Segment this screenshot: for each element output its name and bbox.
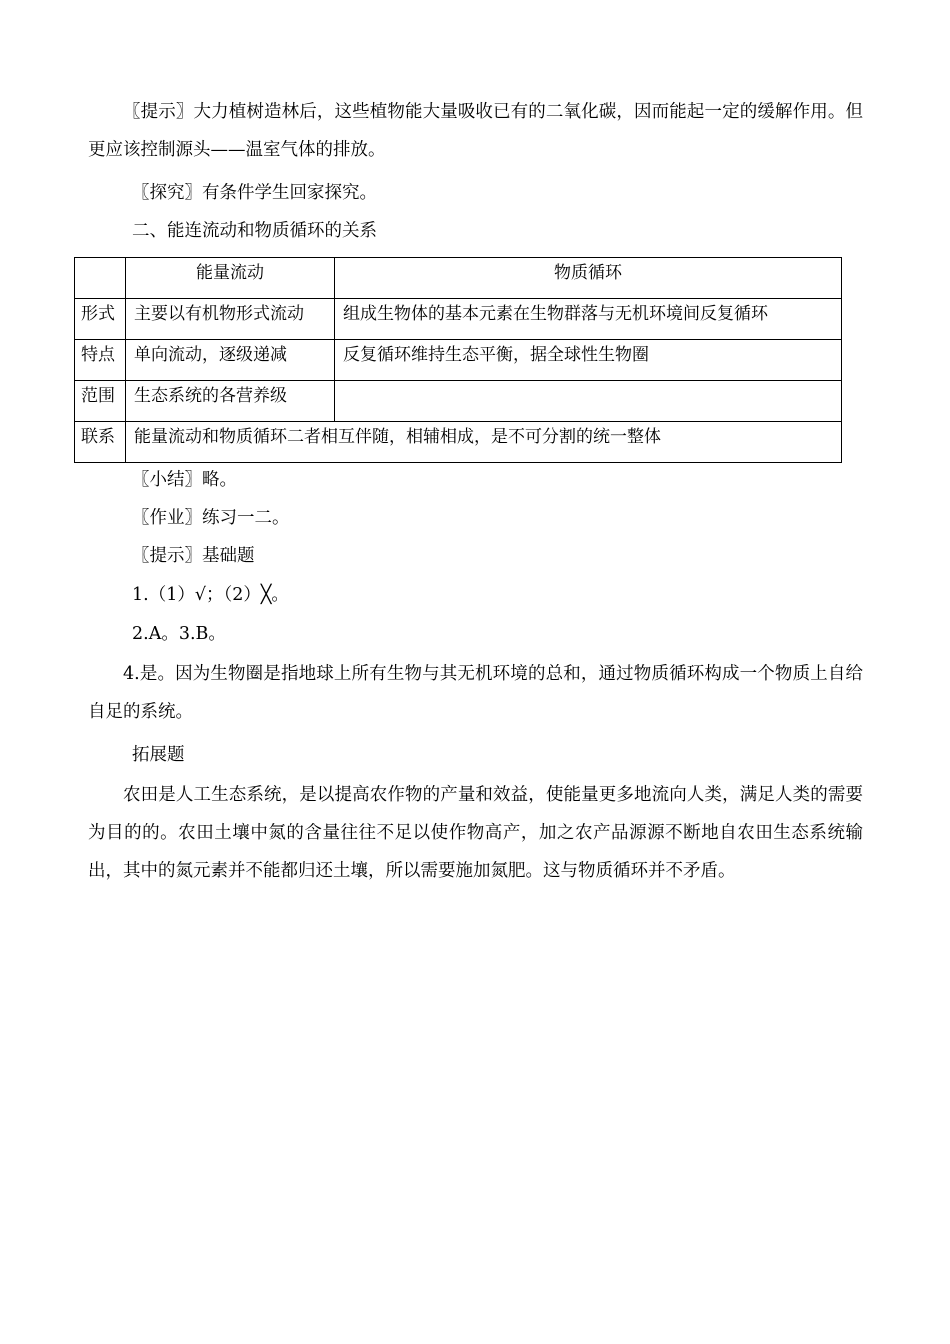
section-title: 二、能连流动和物质循环的关系: [132, 221, 377, 241]
table-row: [75, 340, 842, 381]
table-header-row: [75, 258, 842, 299]
hint-basic-line: 〖提示〗基础题: [132, 546, 255, 566]
table-row: [75, 381, 842, 422]
table-header-cell: 能量流动: [126, 258, 335, 299]
matter-cell: [335, 381, 842, 422]
table-row: [75, 299, 842, 340]
table-header-cell: [75, 258, 126, 299]
extension-title: 拓展题: [132, 745, 185, 765]
explore-paragraph: 〖探究〗有条件学生回家探究。: [132, 183, 377, 203]
answer-4: 4.是。因为生物圈是指地球上所有生物与其无机环境的总和，通过物质循环构成一个物质上自给自足的系统。: [88, 664, 863, 722]
matter-cell: 组成生物体的基本元素在生物群落与无机环境间反复循环: [335, 299, 842, 340]
row-label: 范围: [75, 381, 126, 422]
answer-1: 1.（1）√；（2）╳。: [132, 585, 289, 605]
matter-cell: 反复循环维持生态平衡，据全球性生物圈: [335, 340, 842, 381]
homework-line: 〖作业〗练习一二。: [132, 508, 290, 528]
row-label: 特点: [75, 340, 126, 381]
table-header-cell: 物质循环: [335, 258, 842, 299]
energy-cell: 生态系统的各营养级: [126, 381, 335, 422]
link-cell: 能量流动和物质循环二者相互伴随，相辅相成，是不可分割的统一整体: [126, 422, 842, 463]
energy-cell: 主要以有机物形式流动: [126, 299, 335, 340]
table-row: [75, 422, 842, 463]
relation-table: [74, 257, 842, 463]
answer-2-3: 2.A。3.B。: [132, 624, 226, 644]
hint-paragraph: 〖提示〗大力植树造林后，这些植物能大量吸收已有的二氧化碳，因而能起一定的缓解作用。但更应该控制源头——温室气体的排放。: [88, 102, 863, 160]
summary-line: 〖小结〗略。: [132, 470, 237, 490]
energy-cell: 单向流动，逐级递减: [126, 340, 335, 381]
row-label: 形式: [75, 299, 126, 340]
row-label: 联系: [75, 422, 126, 463]
extension-paragraph: 农田是人工生态系统，是以提高农作物的产量和效益，使能量更多地流向人类，满足人类的需要为目的的。农田土壤中氮的含量往往不足以使作物高产，加之农产品源源不断地自农田生态系统输出，其中的氮元素并不能都归还土壤，所以需要施加氮肥。这与物质循环并不矛盾。: [88, 785, 863, 881]
